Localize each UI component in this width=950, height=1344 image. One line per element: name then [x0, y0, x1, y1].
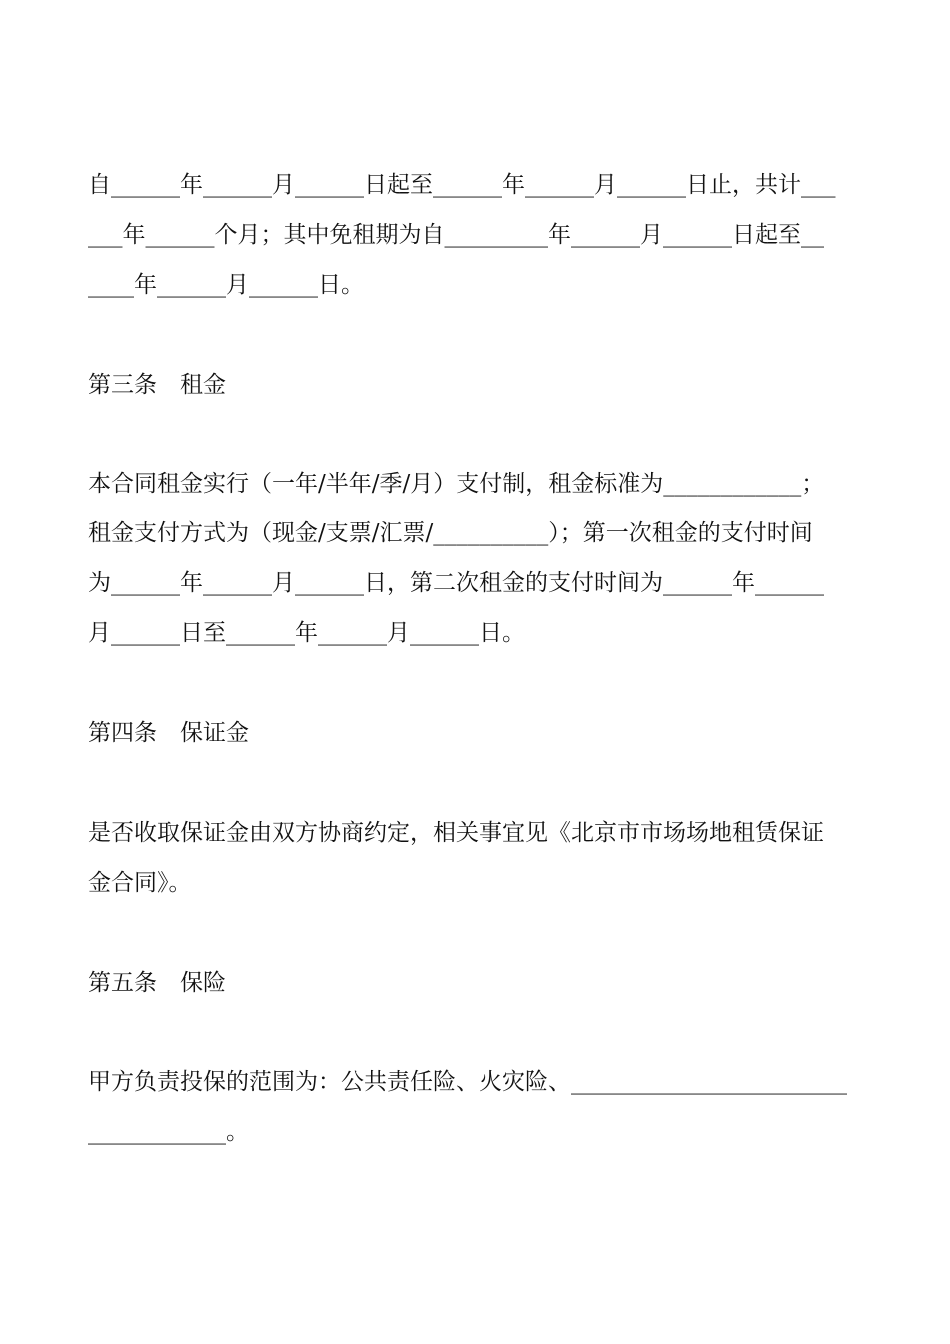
term-line-2: ___年______个月；其中免租期为自_________年______月______日起至__ [88, 222, 824, 248]
article-3-line-2: 租金支付方式为（现金/支票/汇票/__________）；第一次租金的支付时间 [88, 520, 813, 546]
article-5-line-2: ____________。 [88, 1119, 249, 1145]
article-4-line-2: 金合同》。 [88, 870, 192, 896]
article-5-heading: 第五条 保险 [88, 970, 226, 996]
term-line-1: 自______年______月______日起至______年______月______日止，共计___ [88, 172, 836, 198]
article-4-heading: 第四条 保证金 [88, 720, 249, 746]
article-3-heading: 第三条 租金 [88, 372, 226, 398]
article-3-line-3: 为______年______月______日，第二次租金的支付时间为______年______ [88, 570, 824, 596]
article-4-line-1: 是否收取保证金由双方协商约定，相关事宜见《北京市市场场地租赁保证 [88, 820, 824, 846]
term-line-3: ____年______月______日。 [88, 272, 364, 298]
article-3-line-4: 月______日至______年______月______日。 [88, 620, 525, 646]
article-3-line-1: 本合同租金实行（一年/半年/季/月）支付制，租金标准为____________； [88, 471, 825, 497]
article-5-line-1: 甲方负责投保的范围为：公共责任险、火灾险、________________________ [88, 1069, 847, 1095]
